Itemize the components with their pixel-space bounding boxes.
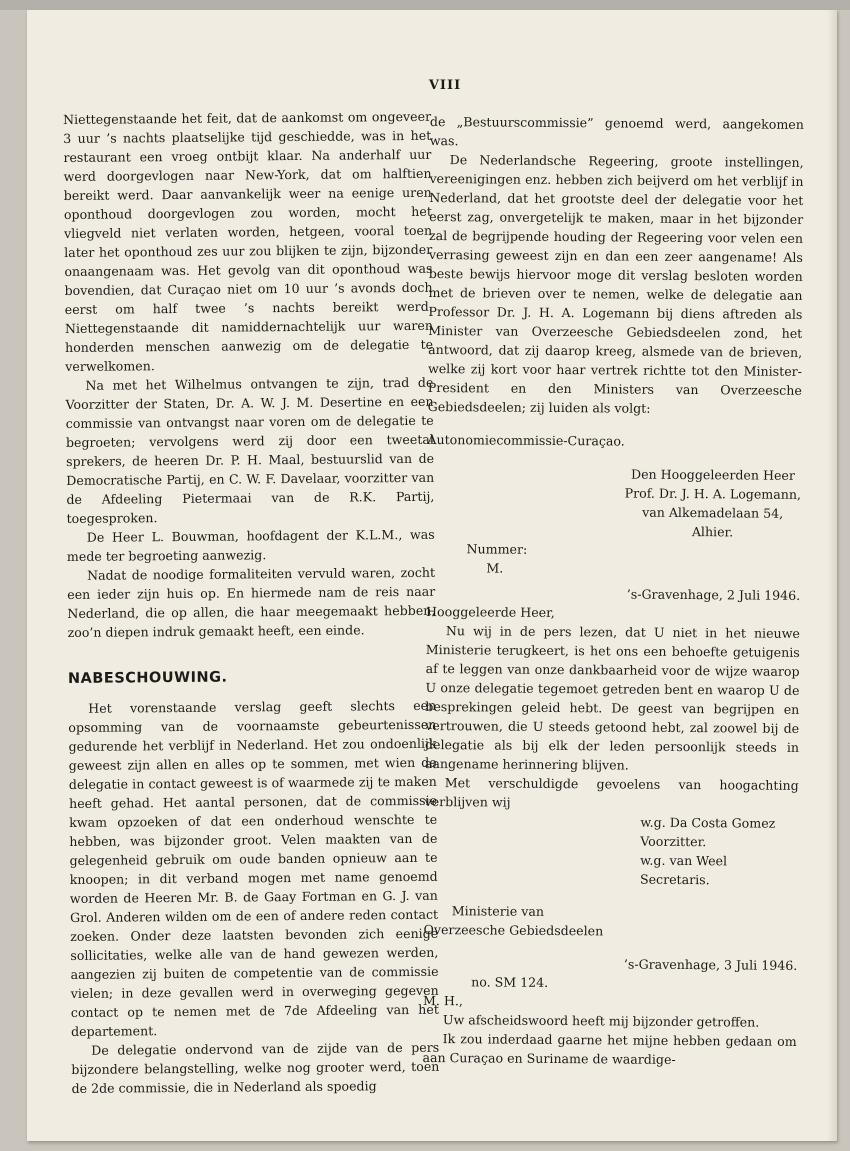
number-value: M. [486,560,504,576]
scan-top-edge [0,0,850,10]
signature-line: Voorzitter. [640,833,707,850]
document-page [27,10,837,1141]
letter1-signatures [424,811,799,890]
paragraph-nabeschouwing: Het vorenstaande verslag geeft slechts een opsomming van de voornaamste gebeurtenissen gedurende het verblijf in Nederland. Het zou ondoenlijk geweest zijn allen en alles op te sommen, met wien de delegatie in contact geweest is of waarmede zij te maken heeft gehad. Het aantal personen, dat de commissie kwam opzoeken of dat een onderhoud wenschte te hebben, was bijzonder groot. Velen maakten van de gelegenheid gebruik om oude banden opnieuw aan te knoopen; in dit verband mogen met name genoemd worden de Heeren Mr. B. de Gaay Fortman en G. J. van Grol. Anderen wilden om de een of andere reden contact zoeken. Onder deze laatsten bevonden zich eenige sollicitaties, welke alle van de hand gewezen werden, aangezien zij buiten de competentie van de commissie vielen; in deze gevallen werd in overweging gegeven contact op te nemen met de 7de Afdeeling van het departement. [68,697,439,1039]
paragraph-klm: De Heer L. Bouwman, hoofdagent der K.L.M., was mede ter begroeting aanwezig. [66,526,435,564]
signature-line: w.g. Da Costa Gomez [640,814,776,831]
page-edge-shadow [827,10,837,1141]
letter1-body: Nu wij in de pers lezen, dat U niet in het nieuwe Ministerie terugkeert, is het ons een behoefte getuigenis af te leggen van onze dankbaarheid voor de wijze waarop U onze delegatie tegemoet getreden bent en waarop U de besprekingen geleid hebt. De geest van begrijpen en vertrouwen, die U steeds getoond hebt, zal zoowel bij de delegatie als bij elk der leden persoonlijk steeds in aangename herinnering blijven. [424,623,800,773]
paragraph-press: De delegatie ondervond van de zijde van de pers bijzondere belangstelling, welke nog grooter werd, toen de 2de commissie, die in Nederland als spoedig [71,1039,440,1096]
section-title-nabeschouwing: NABESCHOUWING. [67,669,228,687]
letter2-date: ’s-Gravenhage, 3 Juli 1946. [623,956,798,973]
letter2-body-1: Uw afscheidswoord heeft mij bijzonder getroffen. [442,1012,760,1030]
letter2-body-2: Ik zou inderdaad gaarne het mijne hebben gedaan om aan Curaçao en Suriname de waardige- [422,1031,797,1067]
address-line: Prof. Dr. J. H. A. Logemann, [624,485,802,502]
right-column [422,112,803,1070]
letter1-address [427,463,802,542]
paragraph-arrival: Niettegenstaande het feit, dat de aankomst om ongeveer 3 uur ’s nachts plaatselijke tijd geschiedde, was in het restaurant een vroeg ontbijt klaar. Na anderhalf uur werd doorgevlogen naar New-York, dat om halftien bereikt werd. Daar aanvankelijk weer na eenige uren oponthoud doorgevlogen zou worden, mocht het vliegveld niet verlaten worden, hetgeen, vooral toen later het oponthoud zes uur zou blijken te zijn, bijzonder onaangenaam was. Het gevolg van dit oponthoud was bovendien, dat Curaçao niet om 10 uur ’s avonds doch eerst om half twee ’s nachts bereikt werd. Niettegenstaande dit namiddernachtelijk uur waren honderden menschen aanwezig om de delegatie te verwelkomen. [63,108,434,374]
paragraph-regeering: De Nederlandsche Regeering, groote instellingen, vereenigingen enz. hebben zich beijverd om het verblijf in Nederland, dat het grootste deel der delegatie voor het eerst zag, onvergetelijk te maken, maar in het bijzonder zal de begrijpende houding der Regeering voor velen een verrasing geweest zijn en dan een zeer aangename! Als beste bewijs hiervoor moge dit verslag besloten worden met de brieven over te nemen, welke de delegatie aan Professor Dr. J. H. A. Logemann bij diens aftreden als Minister van Overzeesche Gebiedsdeelen zond, het antwoord, dat zij daarop kreeg, alsmede van de brieven, welke zij kort voor haar vertrek richtte tot den Minister-President en den Ministers van Overzeesche Gebiedsdeelen; zij luiden als volgt: [427,152,804,416]
letter2-salutation: M. H., [422,992,463,1009]
address-line: van Alkemadelaan 54, [642,504,784,521]
letter1-salutation: Hooggeleerde Heer, [426,603,555,620]
ministry-line: Overzeesche Gebiedsdeelen [423,921,604,939]
address-line: Alhier. [691,524,734,540]
letter2-reference: no. SM 124. [471,974,549,990]
signature-line: w.g. van Weel [640,852,728,869]
paragraph-welcome: Na met het Wilhelmus ontvangen te zijn, trad de Voorzitter der Staten, Dr. A. W. J. M. Desertine en een commissie van ontvangst naar voren om de delegatie te begroeten; vervolgens werd zij door een tweetal sprekers, de heeren Dr. P. H. Maal, bestuurslid van de Democratische Partij, en C. W. F. Davelaar, voorzitter van de Afdeeling Pietermaai van de R.K. Partij, toegesproken. [65,374,435,526]
paragraph-bestuurscommissie: de „Bestuurscommissie” genoemd werd, aangekomen was. [429,113,804,149]
page-number: VIII [428,78,462,93]
left-column [63,107,440,1098]
paragraph-end-of-trip: Nadat de noodige formaliteiten vervuld waren, zocht een ieder zijn huis op. En hiermede nam de reis naar Nederland, die op allen, die haar meegemaakt hebben, zoo’n diepen indruk gemaakt heeft, een einde. [67,564,436,640]
ministry-line: Ministerie van [451,903,545,919]
address-line: Den Hooggeleerden Heer [630,466,795,483]
letter1-heading: Autonomiecommissie-Curaçao. [427,431,625,449]
letter1-closing: Met verschuldigde gevoelens van hoogachting verblijven wij [424,775,799,810]
letter2-sender [424,901,798,942]
number-label: Nummer: [466,541,528,557]
letter1-date: ’s-Gravenhage, 2 Juli 1946. [626,586,801,603]
signature-line: Secretaris. [639,871,710,888]
letter1-number [426,539,800,580]
